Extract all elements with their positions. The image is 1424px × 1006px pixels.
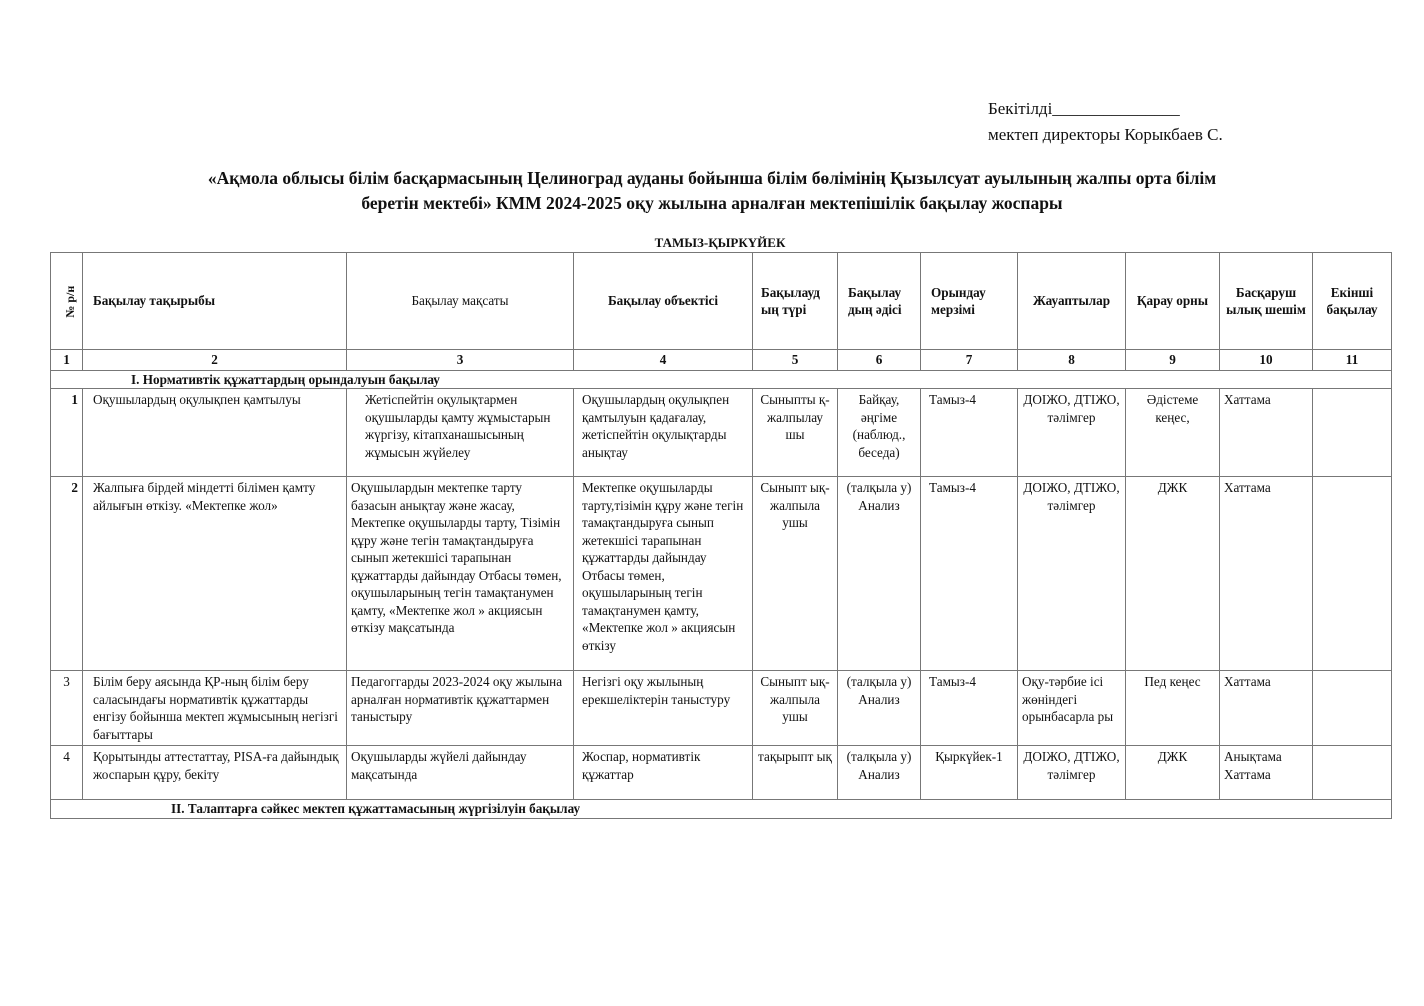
row-responsible: Оқу-тәрбие ісі жөніндегі орынбасарла ры (1018, 671, 1126, 746)
header-decision: Басқаруш ылық шешім (1220, 253, 1313, 350)
row-decision: Хаттама (1220, 477, 1313, 671)
row-deadline: Тамыз-4 (921, 671, 1018, 746)
row-responsible: ДОІЖО, ДТІЖО, тәлімгер (1018, 477, 1126, 671)
section-row (51, 370, 1392, 389)
row-type: Сыныпт ық-жалпыла ушы (753, 477, 838, 671)
director-line: мектеп директоры Корыкбаев С. (988, 125, 1223, 144)
approval-line: Бекітілді_______________ (988, 99, 1180, 118)
row-place: Пед кеңес (1126, 671, 1220, 746)
row-second-control (1313, 671, 1392, 746)
column-number: 10 (1220, 350, 1313, 371)
row-decision: Анықтама Хаттама (1220, 746, 1313, 800)
row-place: ДЖК (1126, 746, 1220, 800)
row-place: Әдістеме кеңес, (1126, 389, 1220, 477)
row-method: (талқыла у) Анализ (838, 477, 921, 671)
column-number: 6 (838, 350, 921, 371)
column-number: 9 (1126, 350, 1220, 371)
row-object: Оқушылардың оқулықпен қамтылуын қадағалау, жетіспейтін оқулықтарды анықтау (574, 389, 753, 477)
row-goal: Педагоггарды 2023-2024 оқу жылына арналған нормативтік құжаттармен таныстыру (347, 671, 574, 746)
row-second-control (1313, 389, 1392, 477)
section-title: І. Нормативтік құжаттардың орындалуын бақылау (51, 370, 1392, 389)
row-type: Сыныпты қ-жалпылау шы (753, 389, 838, 477)
column-number: 2 (83, 350, 347, 371)
column-number: 7 (921, 350, 1018, 371)
row-type: тақырыпт ық (753, 746, 838, 800)
row-method: (талқыла у) Анализ (838, 671, 921, 746)
document-title (90, 166, 1334, 216)
column-number: 5 (753, 350, 838, 371)
row-decision: Хаттама (1220, 671, 1313, 746)
row-topic: Жалпыға бірдей міндетті білімен қамту айлығын өткізу. «Мектепке жол» (83, 477, 347, 671)
header-responsible: Жауаптылар (1018, 253, 1126, 350)
row-number: 4 (51, 746, 83, 800)
row-goal: Оқушылардын мектепке тарту базасын анықтау және жасау, Мектепке оқушыларды тарту, Тізімін құру және тегін тамақтандыруға сынып жетекшісі тарапынан құжаттарды дайындау Отбасы төмен, оқушыларының тегін тамақтанумен қамту, «Мектепке жол » акциясын өткізу мақсатында (347, 477, 574, 671)
row-topic: Қорытынды аттестаттау, PISA-ға дайындық жоспарын құру, бекіту (83, 746, 347, 800)
row-second-control (1313, 746, 1392, 800)
row-deadline: Тамыз-4 (921, 389, 1018, 477)
table-row (51, 477, 1392, 671)
row-decision: Хаттама (1220, 389, 1313, 477)
row-object: Жоспар, нормативтік құжаттар (574, 746, 753, 800)
header-goal: Бақылау мақсаты (347, 253, 574, 350)
table-row (51, 671, 1392, 746)
row-number: 1 (51, 389, 83, 477)
header-deadline: Орындау мерзімі (921, 253, 1018, 350)
header-row (51, 253, 1392, 350)
row-topic: Білім беру аясында ҚР-ның білім беру саласындағы нормативтік құжаттарды енгізу бойынша мектеп жұмысының негізгі бағыттары (83, 671, 347, 746)
column-number: 8 (1018, 350, 1126, 371)
title-line-1: «Ақмола облысы білім басқармасының Целиноград ауданы бойынша білім бөлімінің Қызылсуат ауылының жалпы орта білім (207, 168, 1217, 188)
title-line-2: беретін мектебі» КММ 2024-2025 оқу жылына арналған мектепішілік бақылау жоспары (361, 193, 1063, 213)
row-type: Сыныпт ық-жалпыла ушы (753, 671, 838, 746)
column-number: 11 (1313, 350, 1392, 371)
section-title: ІІ. Талаптарға сәйкес мектеп құжаттамасының жүргізілуін бақылау (51, 800, 1392, 819)
header-topic: Бақылау тақырыбы (83, 253, 347, 350)
row-second-control (1313, 477, 1392, 671)
table-row (51, 389, 1392, 477)
column-number: 3 (347, 350, 574, 371)
header-num: № р/н (51, 253, 83, 350)
row-method: (талқыла у) Анализ (838, 746, 921, 800)
header-method: Бақылау дың әдісі (838, 253, 921, 350)
control-plan-table (50, 252, 1392, 819)
header-object: Бақылау объектісі (574, 253, 753, 350)
header-second: Екінші бақылау (1313, 253, 1392, 350)
row-goal: Жетіспейтін оқулықтармен оқушыларды қамту жұмыстарын жүргізу, кітапханашысының жұмысын жүйелеу (347, 389, 574, 477)
row-object: Негізгі оқу жылының ерекшеліктерін таныстуру (574, 671, 753, 746)
table-row (51, 746, 1392, 800)
section-row (51, 800, 1392, 819)
month-label: ТАМЫЗ-ҚЫРКҮЙЕК (654, 235, 786, 250)
row-place: ДЖК (1126, 477, 1220, 671)
row-deadline: Қыркүйек-1 (921, 746, 1018, 800)
row-responsible: ДОІЖО, ДТІЖО, тәлімгер (1018, 389, 1126, 477)
row-topic: Оқушылардың оқулықпен қамтылуы (83, 389, 347, 477)
header-type: Бақылауд ың түрі (753, 253, 838, 350)
row-responsible: ДОІЖО, ДТІЖО, тәлімгер (1018, 746, 1126, 800)
approval-block (988, 96, 1223, 148)
row-deadline: Тамыз-4 (921, 477, 1018, 671)
column-number-row (51, 350, 1392, 371)
column-number: 4 (574, 350, 753, 371)
row-number: 3 (51, 671, 83, 746)
row-number: 2 (51, 477, 83, 671)
row-method: Байқау, әңгіме (наблюд., беседа) (838, 389, 921, 477)
column-number: 1 (51, 350, 83, 371)
row-object: Мектепке оқушыларды тарту,тізімін құру және тегін тамақтандыруға сынып жетекшісі тарапынан құжаттарды дайындау Отбасы төмен, оқушыларының тегін тамақтанумен қамту, «Мектепке жол » акциясын өткізу (574, 477, 753, 671)
row-goal: Оқушыларды жүйелі дайындау мақсатында (347, 746, 574, 800)
header-place: Қарау орны (1126, 253, 1220, 350)
